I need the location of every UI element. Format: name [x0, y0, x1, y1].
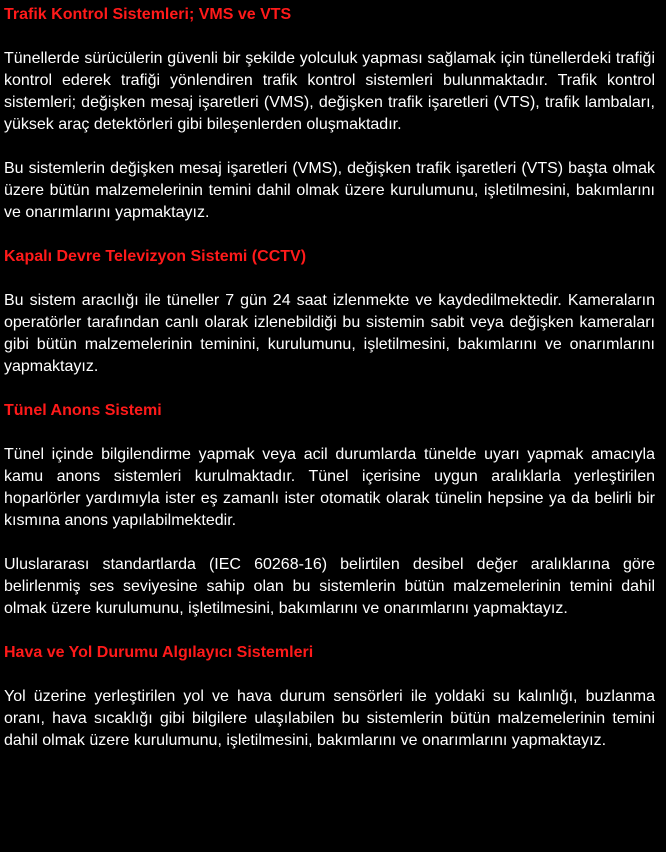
spacer [4, 422, 655, 444]
paragraph-traffic-control-intro: Tünellerde sürücülerin güvenli bir şekilde yolculuk yapması sağlamak için tünellerdeki trafiği kontrol ederek trafiği yönlendiren trafik kontrol sistemleri bulunmaktadır. Trafik kontrol sistemleri; değişken mesaj işaretleri (VMS), değişken trafik işaretleri (VTS), trafik lambaları, yüksek araç detektörleri gibi bileşenlerden oluşmaktadır. [4, 50, 655, 133]
spacer [4, 664, 655, 686]
paragraph-tunnel-announcement-standards: Uluslararası standartlarda (IEC 60268-16) belirtilen desibel değer aralıklarına göre belirlenmiş ses seviyesine sahip olan bu sistemlerin bütün malzemelerinin temini dahil olmak üzere kurulumunu, işletilmesini, bakımlarını ve onarımlarını yapmaktayız. [4, 556, 655, 617]
paragraph-weather-road-sensors: Yol üzerine yerleştirilen yol ve hava durum sensörleri ile yoldaki su kalınlığı, buzlanma oranı, hava sıcaklığı gibi bilgilere ulaşılabilen bu sistemlerin bütün malzemelerinin temini dahil olmak üzere kurulumunu, işletilmesini, bakımlarını ve onarımlarını yapmaktayız. [4, 688, 655, 749]
spacer [4, 620, 655, 642]
paragraph-traffic-control-services: Bu sistemlerin değişken mesaj işaretleri (VMS), değişken trafik işaretleri (VTS) başta olmak üzere bütün malzemelerinin temini dahil olmak üzere kurulumunu, işletilmesini, bakımlarını ve onarımlarını yapmaktayız. [4, 160, 655, 221]
section-heading-traffic-control: Trafik Kontrol Sistemleri; VMS ve VTS [4, 6, 292, 23]
spacer [4, 268, 655, 290]
section-heading-weather-road-sensors: Hava ve Yol Durumu Algılayıcı Sistemleri [4, 644, 314, 661]
paragraph-tunnel-announcement-intro: Tünel içinde bilgilendirme yapmak veya acil durumlarda tünelde uyarı yapmak amacıyla kamu anons sistemleri kurulmaktadır. Tünel içerisine uygun aralıklarla yerleştirilen hoparlörler yardımıyla ister eş zamanlı ister otomatik olarak tünelin hepsine ya da belirli bir kısmına anons yapılabilmektedir. [4, 446, 655, 529]
paragraph-cctv: Bu sistem aracılığı ile tüneller 7 gün 24 saat izlenmekte ve kaydedilmektedir. Kameraların operatörler tarafından canlı olarak izlenebildiği bu sistemin sabit veya değişken kameraları gibi bütün malzemelerinin teminini, kurulumunu, işletilmesini, bakımlarını ve onarımlarını yapmaktayız. [4, 292, 655, 375]
spacer [4, 224, 655, 246]
spacer [4, 532, 655, 554]
section-heading-tunnel-announcement: Tünel Anons Sistemi [4, 402, 162, 419]
spacer [4, 26, 655, 48]
section-heading-cctv: Kapalı Devre Televizyon Sistemi (CCTV) [4, 248, 307, 265]
document-body [4, 4, 655, 752]
spacer [4, 136, 655, 158]
spacer [4, 378, 655, 400]
